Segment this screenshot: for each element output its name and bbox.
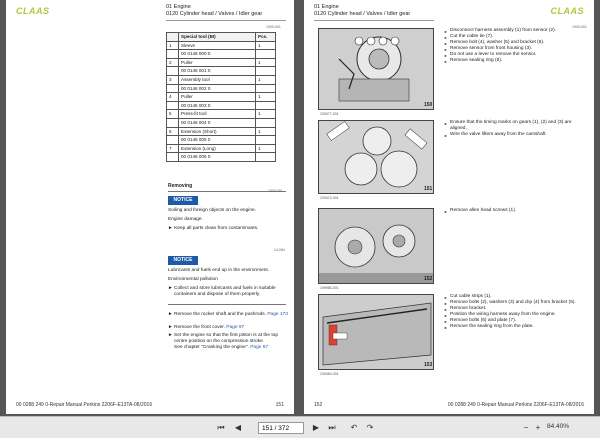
table-cell: 2 xyxy=(167,58,179,67)
figure-number: 151 xyxy=(424,186,433,192)
footer-doc: 00 0288 249 0-Repair Manual Perkins 2206F-E13TA-08/2016 xyxy=(447,402,584,408)
table-cell: 00 0146 005 0 xyxy=(179,136,256,145)
table-cell xyxy=(167,84,179,93)
table-row xyxy=(167,75,276,84)
table-cell: 1 xyxy=(256,75,276,84)
step-item: ► Remove bracket. xyxy=(444,306,584,312)
table-cell: Puller xyxy=(179,93,256,102)
table-row xyxy=(167,118,276,127)
last-page-icon[interactable]: ⏭ xyxy=(328,423,336,432)
step-item: ► Cut the cable tie (7). xyxy=(444,34,584,40)
step-item: ► Do not use a lever to remove the sensor. xyxy=(444,52,584,58)
table-row xyxy=(167,153,276,162)
table-row xyxy=(167,144,276,153)
table-cell: 4 xyxy=(167,93,179,102)
figure-150-steps xyxy=(444,28,584,64)
table-row xyxy=(167,136,276,145)
table-cell xyxy=(167,67,179,76)
table-cell: 00 0146 000 0 xyxy=(179,50,256,59)
figure-153-image xyxy=(318,294,434,370)
notice-consequence: Environmental pollution xyxy=(168,277,218,282)
back-icon[interactable]: ↶ xyxy=(350,423,358,432)
forward-icon[interactable]: ↷ xyxy=(366,423,374,432)
table-cell: 3 xyxy=(167,75,179,84)
table-cell: 00 0146 006 0 xyxy=(179,153,256,162)
table-cell: 1 xyxy=(256,93,276,102)
ref-code: 1900-001 xyxy=(266,25,281,29)
step-item: ► Remove bolts (2), washers (3) and clip (4) from bracket (5). xyxy=(444,300,584,306)
figure-number: 150 xyxy=(424,102,433,108)
prev-page-icon[interactable]: ◀ xyxy=(234,423,242,432)
table-cell: 00 0146 001 0 xyxy=(179,67,256,76)
table-cell: Puller xyxy=(179,58,256,67)
table-row xyxy=(167,67,276,76)
table-cell xyxy=(167,50,179,59)
page-151 xyxy=(6,0,294,414)
table-row xyxy=(167,41,276,50)
table-cell: Sleeve xyxy=(179,41,256,50)
table-cell: 6 xyxy=(167,127,179,136)
figure-ref: 199986-001 xyxy=(320,286,339,290)
col-tool: Special tool (BI) xyxy=(179,33,256,42)
figure-number: 152 xyxy=(424,276,433,282)
engine-sensor-drawing xyxy=(319,29,434,110)
table-cell: 1 xyxy=(256,41,276,50)
table-cell: Extension (Long) xyxy=(179,144,256,153)
table-row xyxy=(167,58,276,67)
table-cell xyxy=(256,118,276,127)
zoom-level[interactable]: 84.40% xyxy=(547,423,570,430)
table-cell xyxy=(256,153,276,162)
step-text-see: See chapter "Cranking the engine". xyxy=(174,345,249,350)
table-cell xyxy=(256,67,276,76)
page-152 xyxy=(304,0,594,414)
table-row xyxy=(167,127,276,136)
notice-badge: NOTICE xyxy=(168,196,198,205)
step-item: ► Position the wiring harness away from the engine. xyxy=(444,312,584,318)
header-section: 0120 Cylinder head / Valves / Idler gear xyxy=(166,11,263,17)
header-section: 0120 Cylinder head / Valves / Idler gear xyxy=(314,11,411,17)
page-number-input[interactable] xyxy=(258,422,304,434)
step-item: ► Cut cable strips (1). xyxy=(444,294,584,300)
step-item: ► Remove bolts (6) and plate (7). xyxy=(444,318,584,324)
table-cell: 1 xyxy=(256,58,276,67)
footer-page-number: 152 xyxy=(314,402,323,408)
notice-step: ► Keep all parts clean from contaminants. xyxy=(168,226,259,231)
page-link[interactable]: Page 57 xyxy=(250,345,269,350)
claas-logo: CLAAS xyxy=(16,6,50,16)
header-divider xyxy=(314,20,434,21)
table-cell xyxy=(167,101,179,110)
step-text: Set the engine so that the first piston is at the top centre position on the compression stroke xyxy=(174,333,278,344)
table-cell: 5 xyxy=(167,110,179,119)
header-chapter: 01 Engine xyxy=(166,4,191,10)
figure-ref: 229370-001 xyxy=(320,196,339,200)
step-item: ► Remove sensor from front housing (3). xyxy=(444,46,584,52)
table-cell xyxy=(256,84,276,93)
table-cell: 00 0146 003 0 xyxy=(179,101,256,110)
timing-gears-drawing xyxy=(319,121,434,194)
figure-151-image xyxy=(318,120,434,194)
table-cell: Press-fit tool xyxy=(179,110,256,119)
step-item: ► Remove the rocker shaft and the pushrods. Page 173 xyxy=(168,312,288,317)
step-item: ► Remove the sealing ring from the plate. xyxy=(444,324,584,330)
step-item: ► Wire the valve lifters away from the camshaft. xyxy=(444,132,584,138)
table-cell xyxy=(256,101,276,110)
col-index xyxy=(167,33,179,42)
page-link[interactable]: Page 173 xyxy=(267,312,288,317)
removing-heading: Removing xyxy=(168,183,193,189)
figure-150-image xyxy=(318,28,434,110)
step-item: ► Set the engine so that the first piston is at the top centre position on the compression stroke See chapter "Cranking the engine". Page 57 xyxy=(168,333,278,350)
figure-number: 153 xyxy=(424,362,433,368)
footer-page-number: 151 xyxy=(275,402,284,408)
divider xyxy=(168,304,286,305)
footer-doc: 00 0288 249 0-Repair Manual Perkins 2206F-E13TA-08/2016 xyxy=(16,402,153,408)
table-row xyxy=(167,50,276,59)
step-item: ► Ensure that the timing marks on gears (1), (2) and (3) are aligned. xyxy=(444,120,584,132)
col-pcs: Pcs. xyxy=(256,33,276,42)
table-row xyxy=(167,93,276,102)
table-cell: 1 xyxy=(256,144,276,153)
figure-152-steps xyxy=(444,208,584,214)
table-row xyxy=(167,84,276,93)
table-cell xyxy=(256,50,276,59)
page-header xyxy=(166,4,262,18)
page-link[interactable]: Page 97 xyxy=(226,325,245,330)
ref-code: 14-084 xyxy=(274,248,285,252)
step-item: ► Remove the front cover. Page 97 xyxy=(168,325,245,330)
claas-logo: CLAAS xyxy=(550,6,584,16)
notice-step: ► Collect and store lubricants and fuels in suitable containers and dispose of them properly. xyxy=(168,286,276,297)
front-housing-drawing xyxy=(319,209,434,284)
notice-badge: NOTICE xyxy=(168,256,198,265)
step-item: ► Remove bolt (4), washer (5) and bracket (6). xyxy=(444,40,584,46)
step-text: Remove the front cover. xyxy=(174,325,225,330)
page-header xyxy=(314,4,410,18)
first-page-icon[interactable]: ⏮ xyxy=(217,423,225,432)
wiring-harness-drawing xyxy=(319,295,434,370)
ref-code: 1900-001 xyxy=(268,189,283,193)
notice-text: Lubricants and fuels end up in the environment. xyxy=(168,268,270,273)
table-cell: 00 0146 004 0 xyxy=(179,118,256,127)
table-row xyxy=(167,110,276,119)
table-row xyxy=(167,101,276,110)
header-chapter: 01 Engine xyxy=(314,4,339,10)
special-tools-table xyxy=(166,32,276,162)
figure-152-image xyxy=(318,208,434,284)
figure-ref: 230077-001 xyxy=(320,112,339,116)
figure-153-steps xyxy=(444,294,584,330)
notice-text: Soiling and foreign objects on the engine. xyxy=(168,208,257,213)
ref-code: 1900-001 xyxy=(572,25,587,29)
viewer-toolbar xyxy=(0,416,600,438)
table-cell: 1 xyxy=(167,41,179,50)
next-page-icon[interactable]: ▶ xyxy=(312,423,320,432)
step-item: ► Remove sealing ring (8). xyxy=(444,58,584,64)
step-text: Remove the rocker shaft and the pushrods. xyxy=(174,312,266,317)
step-item: ► Disconnect harness assembly (1) from sensor (2). xyxy=(444,28,584,34)
table-cell: Assembly tool xyxy=(179,75,256,84)
notice-step-text: Collect and store lubricants and fuels in suitable containers and dispose of them properly. xyxy=(174,286,276,297)
zoom-out-icon[interactable]: − xyxy=(523,423,529,432)
table-header-row xyxy=(167,33,276,42)
notice-step-text: Keep all parts clean from contaminants. xyxy=(174,226,259,231)
zoom-in-icon[interactable]: + xyxy=(535,423,541,432)
step-item: ► Remove allen head screws (1). xyxy=(444,208,584,214)
notice-consequence: Engine damage. xyxy=(168,217,203,222)
table-cell: 00 0146 002 0 xyxy=(179,84,256,93)
figure-ref: 230084-001 xyxy=(320,372,339,376)
header-divider xyxy=(166,20,286,21)
table-cell: Extension (Short) xyxy=(179,127,256,136)
table-cell: 1 xyxy=(256,110,276,119)
table-cell: 1 xyxy=(256,127,276,136)
table-cell xyxy=(167,136,179,145)
table-cell: 7 xyxy=(167,144,179,153)
figure-151-steps xyxy=(444,120,584,138)
table-cell xyxy=(167,118,179,127)
table-cell xyxy=(256,136,276,145)
table-cell xyxy=(167,153,179,162)
